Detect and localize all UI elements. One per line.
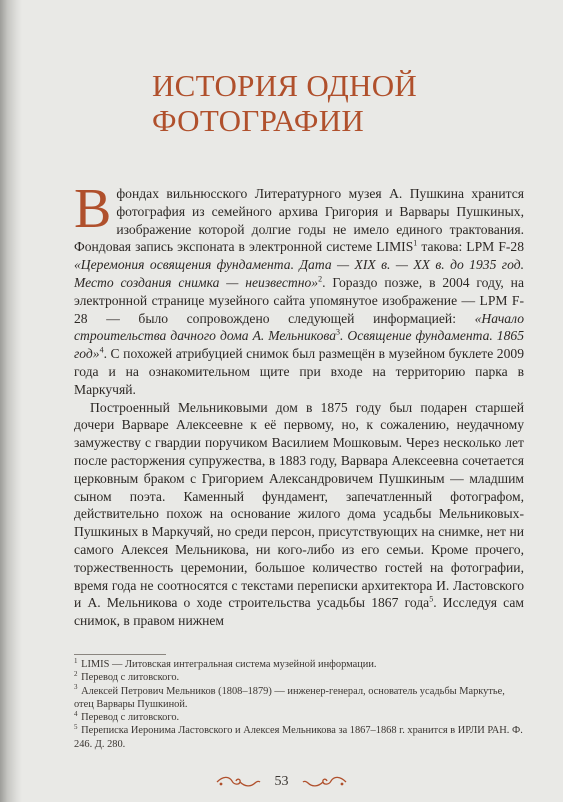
text-run: . С похожей атрибуцией снимок был размещён в музейном буклете 2009 года и на ознакомительном щите при входе на территорию парка в Маркучяй. — [74, 346, 524, 397]
footnote-separator — [74, 654, 166, 655]
footnote-text: Перевод с литовского. — [78, 672, 180, 684]
scroll-ornament-icon — [302, 775, 348, 789]
page-footer — [0, 774, 563, 790]
footnote-item — [74, 711, 524, 724]
text-run: Построенный Мельниковыми дом в 1875 году был подарен старшей дочери Варваре Алексеевне к её первому, но, к сожалению, неудачному замужеству с гвардии поручиком Василием Мошковым. Через несколько лет после расторжения супружества, в 1883 году, Варвара Алексеевна сочетается церковным браком с Григорием Александровичем Пушкиным — младшим сыном поэта. Каменный фундамент, запечатленный фотографом, действительно похож на основание жилого дома усадьбы Мельниковых-Пушкиных в Маркучяй, но среди персон, присутствующих на снимке, нет ни самого Алексея Мельникова, ни кого-либо из его семьи. Кроме прочего, торжественность церемонии, большое количество гостей на фотографии, время года не соотносятся с текстами переписки архитектора И. Ластовского и А. Мельникова о ходе строительства усадьбы 1867 года — [74, 399, 524, 611]
italic-quote: «Начало строительства дачного дома А. Мельникова — [74, 310, 524, 344]
footnote-text: Переписка Иеронима Ластовского и Алексея Мельникова за 1867–1868 г. хранится в ИРЛИ РАН. Ф. 246. Д. 280. — [74, 725, 523, 750]
paragraph-1-text — [74, 178, 525, 397]
footnote-ref: 4 — [99, 345, 104, 355]
paragraph-1 — [74, 178, 525, 399]
footnote-text: Алексей Петрович Мельников (1808–1879) — инженер-генерал, основатель усадьбы Маркутье, отец Варвары Пушкиной. — [74, 685, 505, 710]
footnote-number: 5 — [74, 723, 78, 732]
article-body — [74, 178, 525, 630]
footnote-text: LIMIS — Литовская интегральная система музейной информации. — [78, 659, 377, 670]
footnote-ref: 3 — [336, 327, 341, 337]
footnote-ref: 2 — [318, 274, 323, 284]
footnote-text: Перевод с литовского. — [78, 712, 180, 724]
footnote-number: 4 — [74, 709, 78, 718]
footnote-ref: 1 — [413, 238, 418, 248]
title-line-2: ФОТОГРАФИИ — [152, 103, 365, 138]
title-line-1: ИСТОРИЯ ОДНОЙ — [152, 68, 418, 103]
paragraph-2 — [74, 399, 524, 630]
footnote-item — [74, 658, 524, 671]
footnote-item — [74, 685, 524, 712]
page-title — [152, 68, 482, 138]
footnote-item — [74, 724, 524, 751]
text-run: фондах вильнюсского Литературного музея А. Пушкина хранится фотография из семейного архива Григория и Варвары Пушкиных, изображение которой долгие годы не имело единого трактования. Фондовая запись экспоната в электронной системе LIMIS — [74, 186, 524, 255]
footnote-number: 2 — [74, 669, 78, 678]
italic-quote: «Церемония освящения фундамента. Дата — XIX в. — XX в. до 1935 год. Место создания снимка — неизвестно» — [74, 257, 524, 290]
footnote-item — [74, 671, 524, 684]
footnote-number: 3 — [74, 683, 78, 692]
drop-cap: В — [74, 178, 112, 240]
italic-quote: . Освящение фундамента. 1865 год» — [74, 328, 524, 362]
text-run: такова: LPM F-28 — [417, 239, 525, 255]
text-run: . Исследуя сам снимок, в правом нижнем — [74, 595, 524, 629]
footnote-ref: 5 — [429, 594, 434, 604]
page-number: 53 — [274, 774, 289, 789]
footnote-number: 1 — [74, 656, 78, 665]
footnotes — [74, 658, 524, 751]
text-run: . Гораздо позже, в 2004 году, на электронной странице музейного сайта упомянутое изображение — LPM F-28 — было сопровождено следующей информацией: — [74, 274, 524, 326]
scroll-ornament-icon — [215, 775, 261, 789]
